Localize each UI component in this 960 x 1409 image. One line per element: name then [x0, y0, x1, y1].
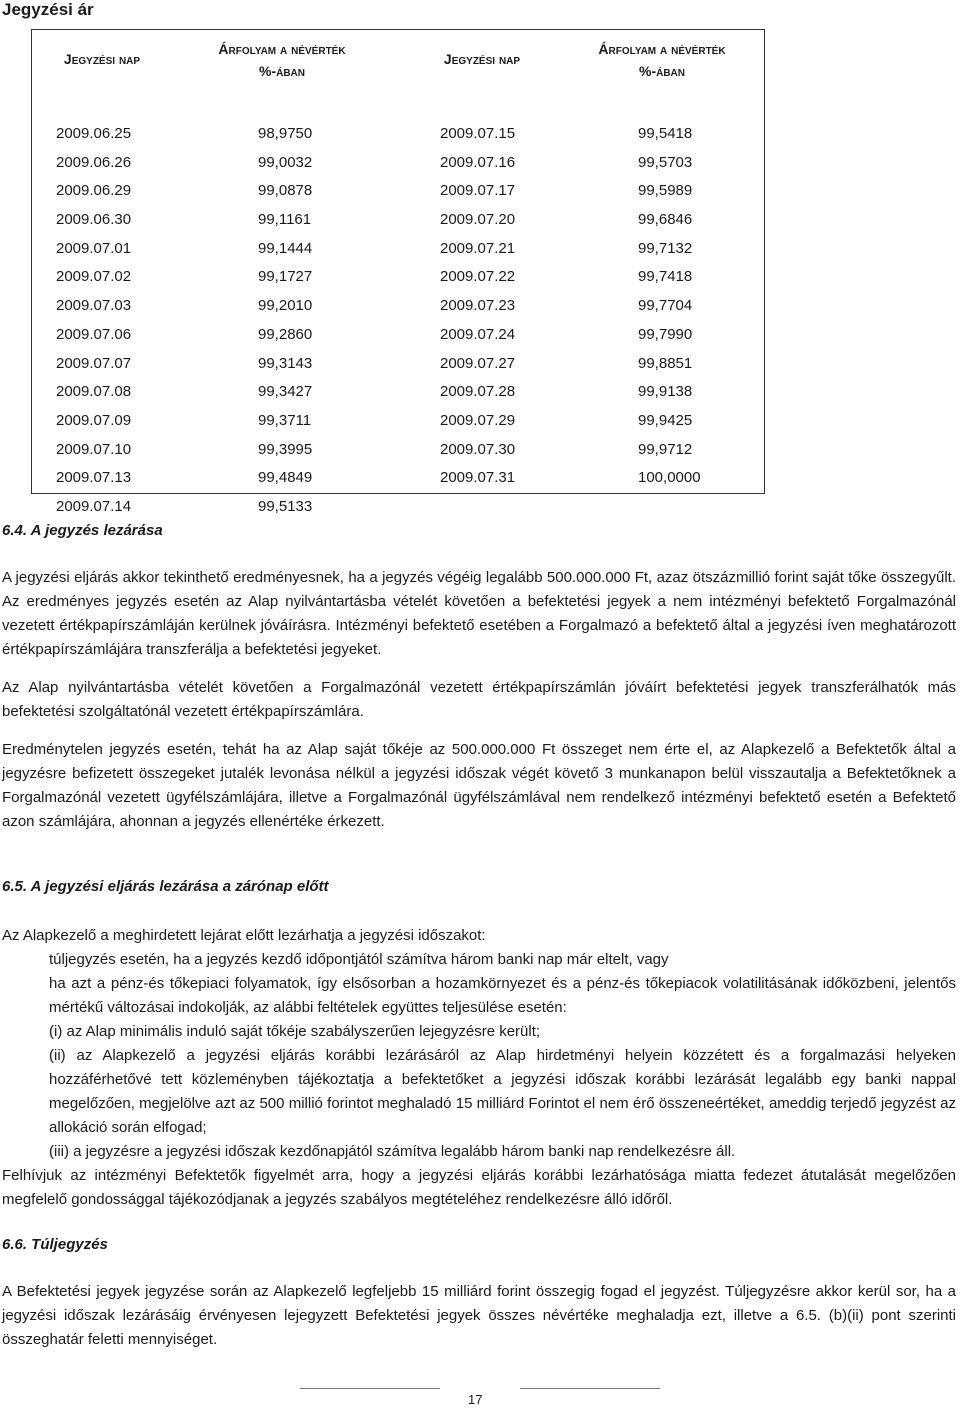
table-cell: 2009.07.21 — [440, 239, 516, 257]
table-row — [32, 149, 764, 178]
header-col4 — [562, 38, 762, 82]
table-cell: 2009.07.23 — [440, 297, 516, 315]
table-row — [32, 263, 764, 292]
table-cell: 2009.07.15 — [440, 125, 516, 142]
table-row — [32, 321, 764, 350]
table-cell: 99,4849 — [258, 469, 313, 487]
table-cell: 99,7418 — [638, 268, 693, 286]
table-cell: 99,5418 — [638, 125, 693, 142]
table-body — [32, 120, 764, 522]
list-item: (iii) a jegyzésre a jegyzési időszak kezdőnapjától számítva legalább három banki nap rendelkezésre áll. — [49, 1143, 736, 1160]
table-cell: 99,1444 — [258, 239, 313, 257]
table-cell: 2009.07.16 — [440, 153, 516, 171]
footer-rule-left — [300, 1388, 440, 1389]
table-row — [32, 120, 764, 149]
section-6-6-heading: 6.6. Túljegyzés — [2, 1236, 108, 1253]
table-cell: 99,9138 — [638, 383, 693, 401]
table-cell: 2009.07.20 — [440, 211, 516, 229]
section-6-4-heading: 6.4. A jegyzés lezárása — [2, 522, 163, 539]
table-cell: 100,0000 — [638, 469, 701, 487]
table-cell: 99,5703 — [638, 153, 693, 171]
table-cell: 98,9750 — [258, 125, 313, 142]
table-cell: 2009.07.30 — [440, 440, 516, 458]
table-cell: 99,0878 — [258, 182, 313, 200]
section-6-5-heading: 6.5. A jegyzési eljárás lezárása a zárónap előtt — [2, 878, 329, 895]
table-cell: 99,0032 — [258, 153, 313, 171]
list-item: (i) az Alap minimális induló saját tőkéje szabályszerűen lejegyzésre került; — [49, 1023, 541, 1040]
table-cell: 2009.07.03 — [56, 297, 132, 315]
paragraph: Az Alapkezelő a meghirdetett lejárat előtt lezárhatja a jegyzési időszakot: — [2, 927, 486, 944]
paragraph: A Befektetési jegyek jegyzése során az Alapkezelő legfeljebb 15 milliárd forint összegig fogad el jegyzést. Túljegyzésre akkor kerül sor, ha a jegyzési időszak lezárásáig érvényesen lejegyzett Befektetési jegyek összes névértéke meghaladja ezt, illetve a 6.5. (b)(ii) pont szerinti összeghatár feletti mennyiséget. — [2, 1283, 956, 1348]
section-6-6-body — [2, 1280, 956, 1352]
table-cell: 99,3711 — [258, 411, 312, 429]
paragraph: Felhívjuk az intézményi Befektetők figyelmét arra, hogy a jegyzési eljárás korábbi lezárhatósága miatta fedezet átutalását megelőzően megfelelő gondossággal tájékozódjanak a jegyzés szabályos megtételéhez rendelkezésre álló időről. — [2, 1167, 956, 1208]
table-cell: 2009.07.10 — [56, 440, 132, 458]
header-col2-line2: %-ában — [259, 63, 305, 79]
table-cell: 99,5989 — [638, 182, 693, 200]
table-row — [32, 177, 764, 206]
table-cell: 99,7990 — [638, 325, 693, 343]
table-cell: 99,9712 — [638, 440, 693, 458]
list-item: (ii) az Alapkezelő a jegyzési eljárás korábbi lezárásáról az Alap hirdetményi helyein közzétett és a forgalmazási helyeken hozzáférhetővé tett közleményben tájékoztatja a befektetőket a jegyzési időszak korábbi lezárását legalább egy banki nappal megelőzően, megjelölve azt az 500 millió forintot meghaladó 15 milliárd Forintot el nem érő összeneértéket, ameddig terjedő jegyzést az allokáció során elfogad; — [49, 1047, 956, 1136]
table-row — [32, 407, 764, 436]
page-number: 17 — [468, 1392, 483, 1407]
table-cell: 2009.07.09 — [56, 411, 132, 429]
table-cell: 2009.07.31 — [440, 469, 516, 487]
header-col3: Jegyzési nap — [443, 51, 521, 67]
table-row — [32, 235, 764, 264]
table-cell: 2009.06.26 — [56, 153, 132, 171]
table-cell: 2009.07.07 — [56, 354, 132, 372]
table-cell: 99,5133 — [258, 497, 313, 515]
paragraph: Eredménytelen jegyzés esetén, tehát ha az Alap saját tőkéje az 500.000.000 Ft összeget nem érte el, az Alapkezelő a Befektetők által a jegyzésre befizetett összegeket jutalék levonása nélkül a jegyzési időszak végét követő 3 munkanapon belül visszautalja a Befektetőknek a Forgalmazónál vezetett ügyfélszámlájára, illetve a Forgalmazónál ügyfélszámlával nem rendelkező intézményi befektető esetén a Befektető azon számlájára, ahonnan a jegyzés ellenértéke érkezett. — [2, 741, 956, 830]
table-row — [32, 493, 764, 522]
list-item: túljegyzés esetén, ha a jegyzés kezdő időpontjától számítva három banki nap már eltelt, vagy — [49, 951, 669, 968]
table-cell: 99,2860 — [258, 325, 313, 343]
table-row — [32, 350, 764, 379]
header-col4-line1: Árfolyam a névérték — [598, 41, 726, 57]
table-cell: 99,2010 — [258, 297, 313, 315]
header-col1: Jegyzési nap — [63, 51, 141, 67]
price-table — [31, 29, 765, 515]
table-cell: 2009.07.28 — [440, 383, 516, 401]
header-col4-line2: %-ában — [639, 63, 685, 79]
table-cell: 99,1161 — [258, 211, 312, 229]
page-title: Jegyzési ár — [2, 0, 94, 19]
table-cell: 99,3143 — [258, 354, 313, 372]
table-cell: 2009.06.30 — [56, 211, 132, 229]
table-cell: 2009.07.27 — [440, 354, 516, 372]
table-cell: 2009.07.24 — [440, 325, 516, 343]
header-col2 — [182, 38, 382, 82]
table-cell: 99,3427 — [258, 383, 313, 401]
table-row — [32, 206, 764, 235]
table-cell: 99,8851 — [638, 354, 693, 372]
table-cell: 2009.07.02 — [56, 268, 132, 286]
footer-rule-right — [520, 1388, 660, 1389]
table-cell: 2009.07.17 — [440, 182, 516, 200]
table-cell: 99,3995 — [258, 440, 313, 458]
table-row — [32, 436, 764, 465]
section-6-4-body — [2, 566, 956, 834]
table-cell: 99,6846 — [638, 211, 693, 229]
table-row — [32, 378, 764, 407]
section-6-5-body — [2, 924, 956, 1212]
table-cell: 99,7132 — [638, 239, 693, 257]
table-cell: 2009.06.25 — [56, 125, 132, 142]
table-row — [32, 292, 764, 321]
table-cell: 99,1727 — [258, 268, 313, 286]
table-cell: 2009.07.01 — [56, 239, 132, 257]
paragraph: Az Alap nyilvántartásba vételét követően a Forgalmazónál vezetett értékpapírszámlán jóváírt befektetési jegyek transzferálhatók más befektetési szolgáltatónál vezetett értékpapírszámlára. — [2, 679, 956, 720]
table-cell: 2009.07.06 — [56, 325, 132, 343]
table-row — [32, 464, 764, 493]
table-cell: 2009.07.29 — [440, 411, 516, 429]
table-cell: 99,7704 — [638, 297, 693, 315]
table-cell: 99,9425 — [638, 411, 693, 429]
table-cell: 2009.07.14 — [56, 497, 132, 515]
table-cell: 2009.06.29 — [56, 182, 132, 200]
paragraph: A jegyzési eljárás akkor tekinthető eredményesnek, ha a jegyzés végéig legalább 500.000.000 Ft, azaz ötszázmillió forint saját tőke összegyűlt. Az eredményes jegyzés esetén az Alap nyilvántartásba vételét követően a befektetési jegyek a nem intézményi befektető Forgalmazónál vezetett értékpapírszámláján kerülnek jóváírásra. Intézményi befektető esetében a Forgalmazó a befektető által a jegyzési íven meghatározott értékpapírszámlájára transzferálja a befektetési jegyeket. — [2, 569, 956, 658]
header-col2-line1: Árfolyam a névérték — [218, 41, 346, 57]
table-cell: 2009.07.08 — [56, 383, 132, 401]
table-cell: 2009.07.13 — [56, 469, 132, 487]
table-cell: 2009.07.22 — [440, 268, 516, 286]
list-item: ha azt a pénz-és tőkepiaci folyamatok, így elsősorban a hozamkörnyezet és a pénz-és tőkepiacok volatilitásának időközbeni, jelentős mértékű változásai indokolják, az alábbi feltételek együttes teljesülése esetén: — [49, 975, 956, 1016]
